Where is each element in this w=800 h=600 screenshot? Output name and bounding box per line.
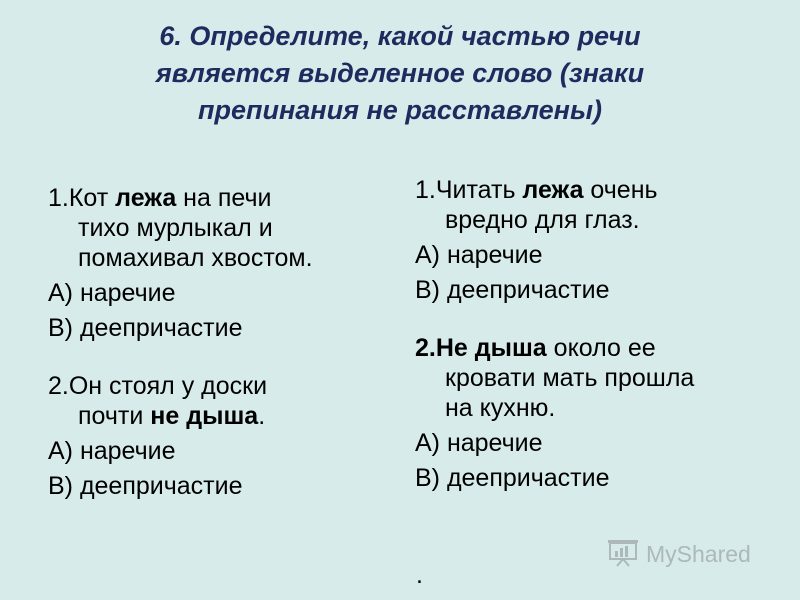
right-q2-highlight: 2.Не дыша [415,334,547,362]
right-q1-line-2: вредно для глаз. [445,206,640,234]
right-q1-highlight: лежа [522,176,584,204]
left-q1-line-2: тихо мурлыкал и [78,214,273,242]
title-line-2: является выделенное слово (знаки [155,58,645,88]
left-q1-rest: на печи [176,184,272,212]
left-question-2 [48,371,398,431]
left-q1-start: 1.Кот [48,184,116,212]
right-q1-rest: очень [583,176,658,204]
slide-title [60,18,740,129]
left-q2-highlight: не дыша [150,402,259,430]
right-q2-rest: около ее [546,334,656,362]
watermark [606,538,751,570]
left-q2-pre: почти [78,402,151,430]
right-q2-line-3: на кухню. [445,394,556,422]
projector-screen-icon [606,537,640,572]
left-q2-line-1: 2.Он стоял у доски [48,372,268,400]
title-line-3: препинания не расставлены) [197,95,603,125]
right-q1-start: 1.Читать [415,176,523,204]
right-q2-line-2: кровати мать прошла [445,364,695,392]
right-q1-option-a: А) наречие [415,241,543,269]
left-q2-post: . [258,402,266,430]
left-q1-option-a: А) наречие [48,279,176,307]
watermark-text: MyShared [646,540,751,567]
left-column [48,183,398,501]
left-q1-line-3: помахивал хвостом. [78,244,313,272]
left-question-1 [48,183,398,273]
left-q2-option-a: А) наречие [48,437,176,465]
right-q2-option-a: А) наречие [415,429,543,457]
title-line-1: 6. Определите, какой частью речи [159,21,641,51]
left-q2-line-2 [48,401,398,431]
left-q1-option-b: В) деепричастие [48,314,243,342]
right-question-2 [415,333,765,423]
trailing-dot: . [416,561,423,589]
right-question-1 [415,175,765,235]
right-q1-option-b: В) деепричастие [415,276,610,304]
left-q2-option-b: В) деепричастие [48,472,243,500]
right-q2-option-b: В) деепричастие [415,464,610,492]
right-column [415,175,765,493]
left-q1-highlight: лежа [115,184,177,212]
